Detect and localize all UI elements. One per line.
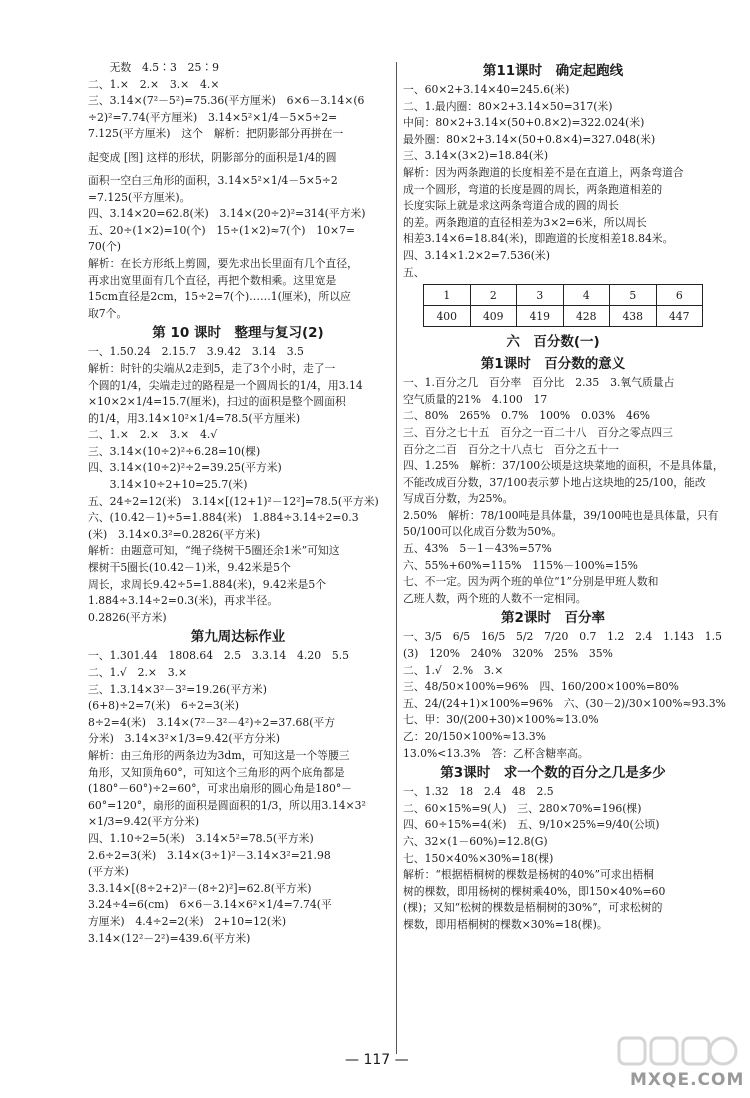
answer-line: 2.6÷2=3(米) 3.14×(3÷1)²－3.14×3²=21.98: [88, 848, 331, 862]
answer-line: (6+8)÷2=7(米) 6÷2=3(米): [88, 699, 239, 713]
answer-line: 三、3.14×(3×2)=18.84(米): [403, 149, 549, 163]
answer-line: 七、甲：30/(200+30)×100%≈13.0%: [403, 713, 599, 727]
lesson-11-heading: 第11课时 确定起跑线: [482, 63, 624, 79]
answer-line: 三、1.3.14×3²－3²=19.26(平方米): [88, 682, 267, 696]
answer-line: 一、1.百分之几 百分率 百分比 2.35 3.氧气质量占: [403, 376, 675, 390]
answer-line: 四、60÷15%=4(米) 五、9/10×25%=9/40(公顷): [403, 818, 660, 832]
answer-line: 二、60×15%=9(人) 三、280×70%=196(棵): [403, 801, 642, 815]
answer-line: (180°－60°)÷2=60°，可求出扇形的圆心角是180°－: [88, 782, 353, 796]
week-9-answers: [88, 648, 388, 947]
answer-line: 二、1.√ 2.% 3.×: [403, 663, 504, 677]
answer-line: =7.125(平方厘米)。: [88, 190, 191, 204]
answer-line: 2.50% 解析：78/100吨是具体量，39/100吨也是具体量，只有: [403, 508, 719, 522]
answer-line: 角形，又知顶角60°，可知这个三角形的两个底角都是: [88, 765, 345, 779]
answer-line: 解析：时针的尖端从2走到5，走了3个小时，走了一: [88, 361, 336, 375]
answer-line: 五、: [403, 265, 425, 279]
table-row-header: [424, 285, 703, 306]
page-number: — 117 —: [345, 1052, 409, 1068]
lesson-11-answers: [403, 82, 703, 281]
table-row-values: [424, 306, 703, 327]
answer-line: 个圆的1/4，尖端走过的路程是一个圆周长的1/4，用3.14: [88, 378, 363, 392]
answer-line: 六、32×(1－60%)=12.8(G): [403, 834, 548, 848]
table-cell: 4: [563, 285, 610, 306]
answer-line: 3.3.14×[(8÷2+2)²－(8÷2)²]=62.8(平方米): [88, 881, 312, 895]
answer-line: 解析：因为两条跑道的长度相差不是在直道上，两条弯道合: [403, 165, 684, 179]
answer-line: 长度实际上就是求这两条弯道合成的圆的周长: [403, 199, 619, 213]
answer-line: ÷2)²=7.74(平方厘米) 3.14×5²×1/4－5×5÷2=: [88, 110, 338, 124]
answer-line: 五、24÷2=12(米) 3.14×[(12+1)²－12²]=78.5(平方米): [88, 494, 379, 508]
lesson-1-answers: [403, 375, 724, 607]
table-cell: 438: [610, 306, 657, 327]
answer-line: 写成百分数，为25%。: [403, 492, 514, 506]
answer-line: 一、3/5 6/5 16/5 5/2 7/20 0.7 1.2 2.4 1.143 1.5: [403, 630, 722, 644]
answer-line: 二、1.√ 2.× 3.×: [88, 666, 188, 679]
answer-line: 二、1.最内圈：80×2+3.14×50=317(米): [403, 99, 613, 113]
answer-line: 七、150×40%×30%=18(棵): [403, 851, 554, 865]
answer-line: 一、1.301.44 1808.64 2.5 3.3.14 4.20 5.5: [88, 649, 350, 663]
answer-line: 70(个): [88, 240, 121, 254]
answer-line: 解析：由三角形的两条边为3dm，可知这是一个等腰三: [88, 748, 350, 762]
lesson-3-heading: 第3课时 求一个数的百分之几是多少: [440, 765, 666, 782]
table-cell: 2: [470, 285, 517, 306]
answer-line: 百分之二百 百分之十八点七 百分之五十一: [403, 442, 619, 456]
answer-line: 三、3.14×(7²－5²)=75.36(平方厘米) 6×6－3.14×(6: [88, 94, 365, 108]
answer-line: 的1/4，用3.14×10²×1/4=78.5(平方厘米): [88, 411, 301, 425]
answer-line: 三、百分之七十五 百分之一百二十八 百分之零点四三: [403, 425, 673, 439]
table-cell: 3: [517, 285, 564, 306]
answer-line: 0.2826(平方米): [88, 610, 167, 624]
table-cell: 6: [656, 285, 703, 306]
answer-line: 的差。两条跑道的直径相差为3×2=6米，所以周长: [403, 215, 647, 229]
table-cell: 428: [563, 306, 610, 327]
answer-line: 不能改成百分数，37/100表示萝卜地占这块地的25/100，能改: [403, 475, 706, 489]
answer-line: 成一个圆形，弯道的长度是圆的周长，两条跑道相差的: [403, 182, 663, 196]
answer-line: 四、3.14×1.2×2=7.536(米): [403, 248, 550, 262]
answer-line: 乙：20/150×100%≈13.3%: [403, 730, 546, 743]
answer-line: 8÷2=4(米) 3.14×(7²－3²－4²)÷2=37.68(平方: [88, 715, 336, 729]
lesson-1-heading: 第1课时 百分数的意义: [480, 356, 626, 373]
answer-line: 空气质量的21% 4.100 17: [403, 392, 548, 406]
answer-line: 7.125(平方厘米) 这个 解析：把阴影部分再拼在一: [88, 127, 344, 141]
answer-line: 一、1.50.24 2.15.7 3.9.42 3.14 3.5: [88, 345, 304, 359]
answer-line: 3.14×(12²－2²)=439.6(平方米): [88, 931, 251, 945]
watermark-text: MXQE.COM: [630, 1070, 745, 1090]
table-cell: 419: [517, 306, 564, 327]
unit-6-heading: 六 百分数(一): [506, 334, 600, 351]
answer-line: 50/100可以化成百分数为50%。: [403, 525, 563, 539]
answer-line: (米) 3.14×0.3²=0.2826(平方米): [88, 527, 261, 541]
answer-line: 树的棵数，即用杨树的棵树乘40%，即150×40%=60: [403, 884, 666, 898]
answer-line: 二、1.× 2.× 3.× 4.√: [88, 428, 218, 442]
answer-line: 四、3.14×(10÷2)²÷2=39.25(平方米): [88, 461, 282, 475]
table-cell: 447: [656, 306, 703, 327]
answer-line: (3) 120% 240% 320% 25% 35%: [403, 647, 613, 661]
answer-line: 一、1.32 18 2.4 48 2.5: [403, 785, 554, 799]
lesson-3-answers: [403, 784, 703, 933]
week-9-heading: 第九周达标作业: [190, 629, 286, 646]
right-column: [403, 60, 726, 934]
answer-line: 13.0%<13.3% 答：乙杯含糖率高。: [403, 746, 589, 760]
answer-line: 3.14×10÷2+10=25.7(米): [88, 478, 248, 492]
column-divider: [396, 62, 397, 1054]
answer-line: 三、48/50×100%=96% 四、160/200×100%=80%: [403, 680, 679, 694]
answer-line: 四、1.10÷2=5(米) 3.14×5²=78.5(平方米): [88, 831, 314, 845]
answer-line: 四、1.25% 解析：37/100公顷是这块菜地的面积，不是具体量，: [403, 459, 724, 473]
table-cell: 400: [424, 306, 471, 327]
answer-line: 三、3.14×(10÷2)²÷6.28=10(棵): [88, 444, 261, 458]
answer-line: 乙班人数，两个班的人数不一定相同。: [403, 591, 587, 605]
answer-line: 分米) 3.14×3²×1/3=9.42(平方分米): [88, 732, 281, 746]
answer-line: 取7个。: [88, 306, 128, 320]
answer-line: 60°=120°，扇形的面积是圆面积的1/3，所以用3.14×3²: [88, 798, 366, 812]
answer-line: ×10×2×1/4=15.7(厘米)，扫过的面积是整个圆面积: [88, 395, 346, 409]
table-cell: 1: [424, 285, 471, 306]
answer-line: 解析：在长方形纸上剪圆，要先求出长里面有几个直径，: [88, 256, 358, 270]
lesson-2-answers: [403, 629, 726, 762]
answer-line: 起变成 [图] 这样的形状，阴影部分的面积是1/4的圆: [88, 150, 337, 164]
answer-line: 再求出宽里面有几个直径，再把个数相乘。这里宽是: [88, 273, 337, 287]
answer-line: 无数 4.5∶3 25∶9: [88, 61, 220, 74]
answer-line: 二、1.× 2.× 3.× 4.×: [88, 77, 220, 91]
answer-line: 四、3.14×20=62.8(米) 3.14×(20÷2)²=314(平方米): [88, 207, 366, 221]
answer-line: 五、43% 5－1－43%=57%: [403, 542, 552, 556]
left-column: [88, 60, 388, 947]
answer-line: 棵树干5圈长(10.42－1)米，9.42米是5个: [88, 561, 291, 575]
left-answers-block: [88, 60, 388, 322]
answer-line: 五、24/(24+1)×100%=96% 六、(30－2)/30×100%≈93.3%: [403, 696, 726, 710]
answer-line: 面积一空白三角形的面积，3.14×5²×1/4－5×5÷2: [88, 173, 338, 187]
lesson-10-heading: 第 10 课时 整理与复习(2): [152, 325, 324, 342]
answer-line: 解析：“根据梧桐树的棵数是杨树的40%”可求出梧桐: [403, 868, 654, 882]
answer-line: 3.24÷4=6(cm) 6×6－3.14×6²×1/4=7.74(平: [88, 898, 332, 912]
answer-line: 15cm直径是2cm，15÷2=7(个)……1(厘米)，所以应: [88, 290, 351, 304]
answer-line: 1.884÷3.14÷2=0.3(米)，再求半径。: [88, 594, 279, 608]
answer-line: 五、20÷(1×2)=10(个) 15÷(1×2)≈7(个) 10×7=: [88, 223, 356, 237]
answer-line: 二、80% 265% 0.7% 100% 0.03% 46%: [403, 409, 651, 423]
table-cell: 409: [470, 306, 517, 327]
answer-table: [423, 284, 703, 327]
answer-line: 六、(10.42－1)÷5=1.884(米) 1.884÷3.14÷2=0.3: [88, 511, 359, 525]
answer-line: 方厘米) 4.4÷2=2(米) 2+10=12(米): [88, 914, 287, 928]
answer-line: 一、60×2+3.14×40=245.6(米): [403, 83, 570, 96]
answer-line: 中间：80×2+3.14×(50+0.8×2)=322.024(米): [403, 116, 645, 130]
answer-line: 解析：由题意可知，“绳子绕树干5圈还余1米”可知这: [88, 544, 340, 558]
answer-line: 周长，求周长9.42÷5=1.884(米)，9.42米是5个: [88, 577, 327, 591]
answer-line: 相差3.14×6=18.84(米)，即跑道的长度相差18.84米。: [403, 232, 674, 246]
answer-line: (平方米): [88, 865, 129, 879]
answer-line: 最外圈：80×2+3.14×(50+0.8×4)=327.048(米): [403, 132, 656, 146]
answer-line: 七、不一定。因为两个班的单位“1”分别是甲班人数和: [403, 575, 659, 589]
table-cell: 5: [610, 285, 657, 306]
answer-line: 棵数，即用梧桐树的棵数×30%=18(棵)。: [403, 917, 608, 931]
lesson-10-answers: [88, 344, 388, 626]
answer-line: ×1/3=9.42(平方分米): [88, 815, 200, 829]
answer-line: 六、55%+60%=115% 115%－100%=15%: [403, 558, 638, 572]
answer-line: (棵)；又知“松树的棵数是梧桐树的30%”，可求松树的: [403, 901, 663, 915]
lesson-2-heading: 第2课时 百分率: [501, 610, 605, 627]
